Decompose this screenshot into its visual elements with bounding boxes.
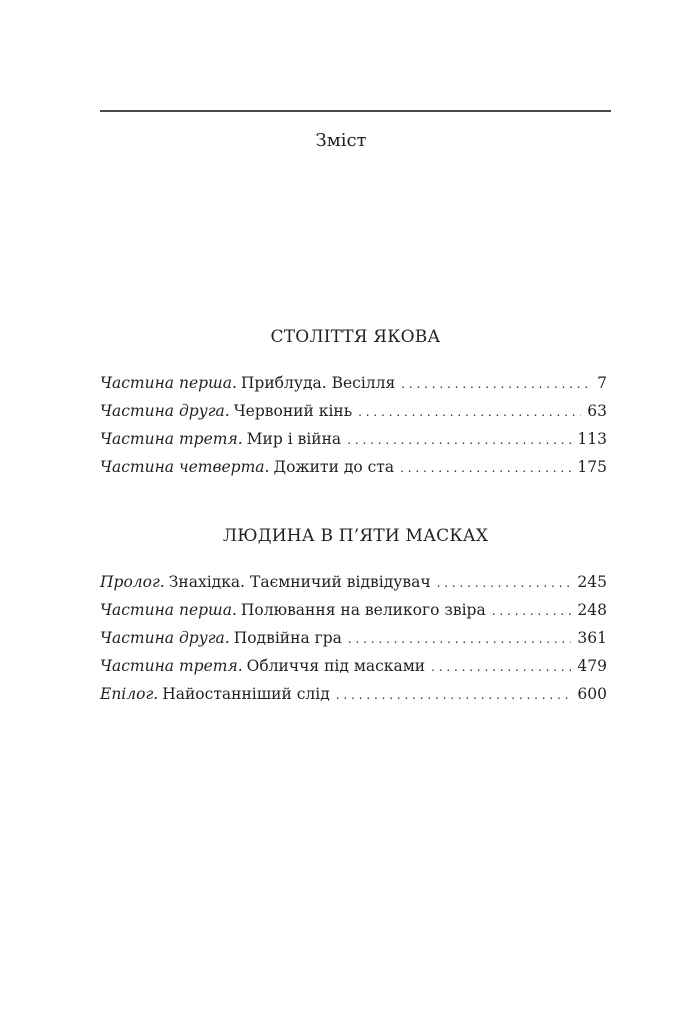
- top-rule: [100, 110, 611, 112]
- toc-entry[interactable]: [100, 680, 607, 708]
- toc-entry-page: 63: [587, 402, 607, 420]
- toc-entry[interactable]: [100, 397, 607, 425]
- toc-entry[interactable]: [100, 624, 607, 652]
- section-title: ЛЮДИНА В П’ЯТИ МАСКАХ: [222, 526, 489, 546]
- toc-entry-page: 479: [577, 657, 607, 675]
- toc-entry-title: Дожити до ста: [273, 458, 395, 476]
- toc-entry[interactable]: [100, 568, 607, 596]
- dot-leader: [347, 426, 571, 454]
- toc-entry-part: Частина перша.: [100, 601, 237, 619]
- toc-entry[interactable]: [100, 369, 607, 397]
- toc-entry-part: Частина третя.: [100, 430, 243, 448]
- toc-entry-part: Частина друга.: [100, 402, 230, 420]
- dot-leader: [492, 597, 572, 625]
- toc-entry-part: Частина четверта.: [100, 458, 270, 476]
- dot-leader: [336, 681, 572, 709]
- dot-leader: [348, 625, 572, 653]
- toc-entry-title: Найостанніший слід: [162, 685, 330, 703]
- toc-list: [100, 568, 607, 708]
- toc-entry-title: Мир і війна: [246, 430, 342, 448]
- toc-entry[interactable]: [100, 425, 607, 453]
- page-title: Зміст: [315, 130, 367, 151]
- toc-entry-part: Частина третя.: [100, 657, 243, 675]
- dot-leader: [431, 653, 571, 681]
- toc-entry-title: Подвійна гра: [233, 629, 342, 647]
- toc-entry-page: 248: [577, 601, 607, 619]
- toc-entry-part: Частина перша.: [100, 374, 237, 392]
- toc-entry-page: 175: [577, 458, 607, 476]
- toc-list: [100, 369, 607, 481]
- dot-leader: [401, 370, 591, 398]
- dot-leader: [400, 454, 571, 482]
- toc-entry-page: 361: [577, 629, 607, 647]
- toc-entry-part: Частина друга.: [100, 629, 230, 647]
- toc-entry[interactable]: [100, 453, 607, 481]
- section-title: СТОЛІТТЯ ЯКОВА: [270, 327, 441, 347]
- toc-entry-part: Пролог.: [100, 573, 165, 591]
- toc-entry-page: 113: [577, 430, 607, 448]
- toc-entry-page: 7: [597, 374, 607, 392]
- toc-entry-title: Полювання на великого звіра: [240, 601, 486, 619]
- toc-entry-page: 600: [577, 685, 607, 703]
- dot-leader: [358, 398, 581, 426]
- toc-entry-title: Знахідка. Таємничий відвідувач: [168, 573, 431, 591]
- dot-leader: [437, 569, 572, 597]
- toc-entry-part: Епілог.: [100, 685, 159, 703]
- toc-entry[interactable]: [100, 596, 607, 624]
- toc-entry-title: Червоний кінь: [233, 402, 353, 420]
- toc-entry-title: Приблуда. Весілля: [240, 374, 396, 392]
- toc-entry[interactable]: [100, 652, 607, 680]
- toc-entry-page: 245: [577, 573, 607, 591]
- toc-entry-title: Обличчя під масками: [246, 657, 426, 675]
